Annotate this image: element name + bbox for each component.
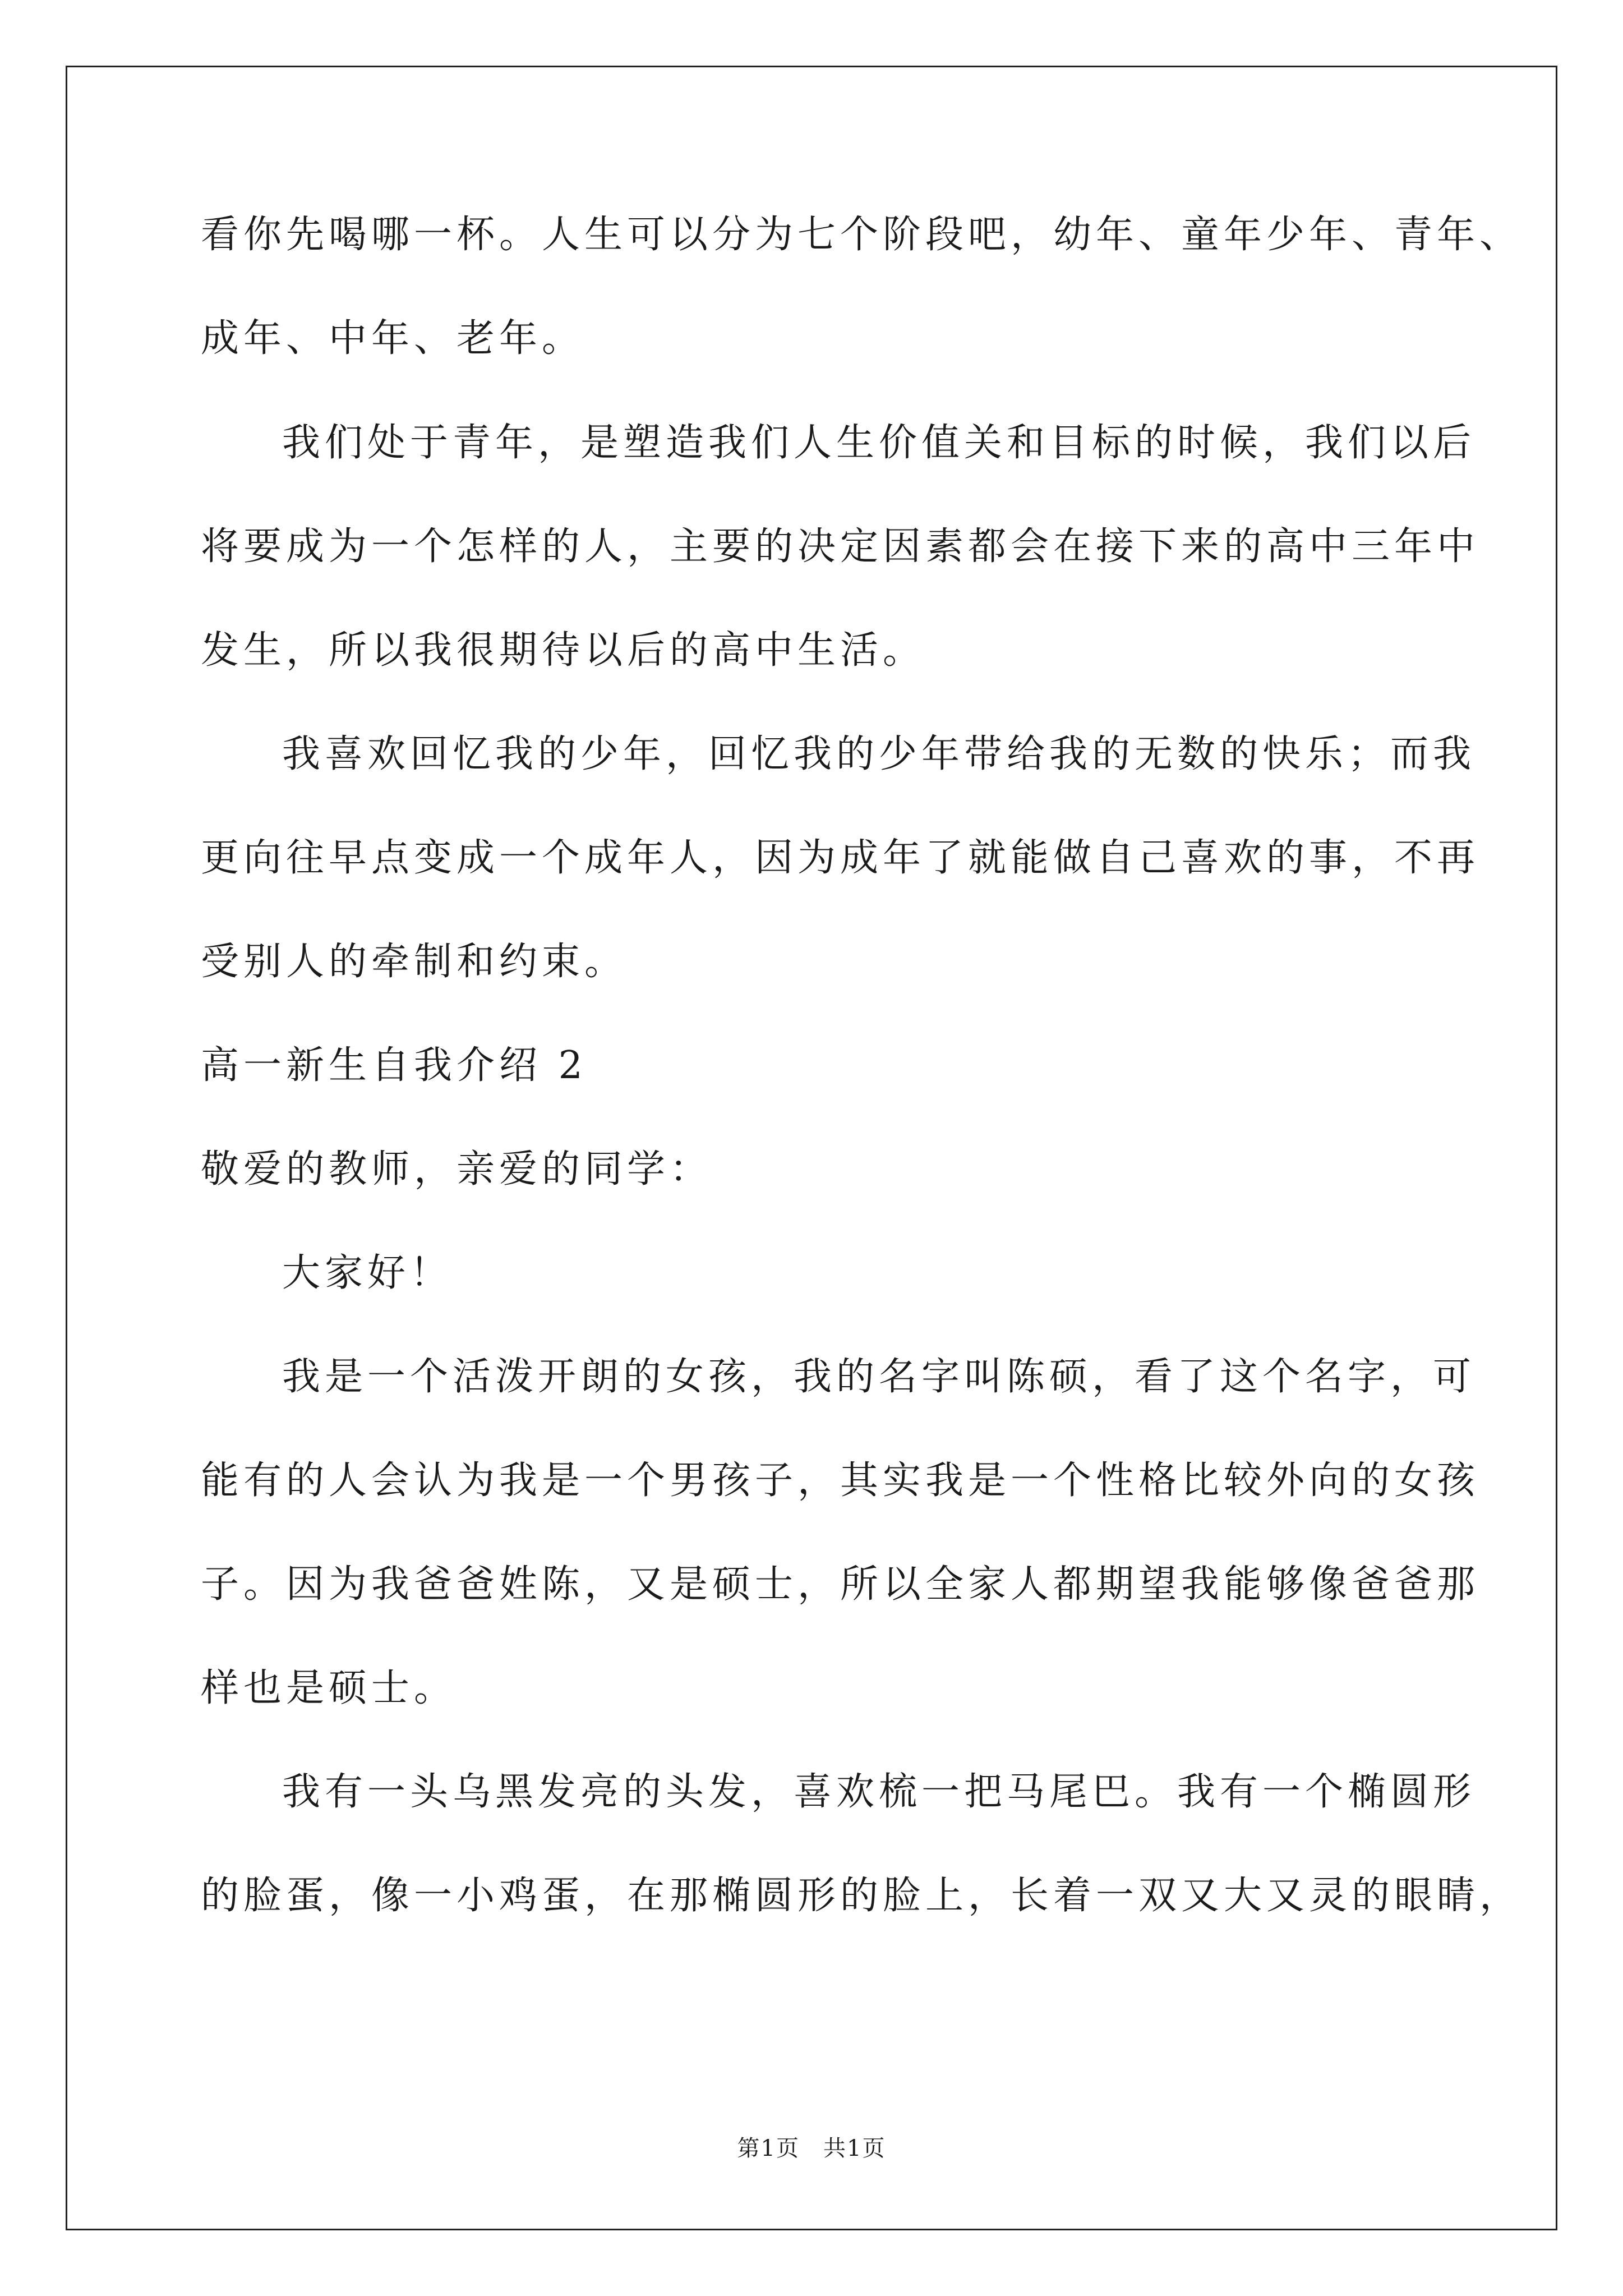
section-heading: 高一新生自我介绍 2 (201, 1043, 587, 1088)
text-line: 将要成为一个怎样的人，主要的决定因素都会在接下来的高中三年中 (201, 524, 1480, 569)
paragraph-start: 我是一个活泼开朗的女孩，我的名字叫陈硕，看了这个名字，可 (282, 1355, 1476, 1399)
text-line: 看你先喝哪一杯。人生可以分为七个阶段吧，幼年、童年少年、青年、 (201, 213, 1523, 257)
text-line: 的脸蛋，像一小鸡蛋，在那椭圆形的脸上，长着一双又大又灵的眼睛， (201, 1874, 1523, 1918)
paragraph-start: 我喜欢回忆我的少年，回忆我的少年带给我的无数的快乐；而我 (282, 732, 1476, 776)
paragraph-start: 我们处于青年，是塑造我们人生价值关和目标的时候，我们以后 (282, 421, 1476, 465)
paragraph-start: 我有一头乌黑发亮的头发，喜欢梳一把马尾巴。我有一个椭圆形 (282, 1770, 1476, 1814)
text-line: 更向往早点变成一个成年人，因为成年了就能做自己喜欢的事，不再 (201, 836, 1480, 880)
salutation: 敬爱的教师，亲爱的同学： (201, 1147, 713, 1191)
page-number: 第1页 共1页 (737, 2136, 886, 2161)
text-line: 样也是硕士。 (201, 1666, 457, 1710)
greeting: 大家好！ (282, 1251, 453, 1295)
text-line: 发生，所以我很期待以后的高中生活。 (201, 628, 926, 673)
text-line: 受别人的牵制和约束。 (201, 940, 628, 984)
text-line: 能有的人会认为我是一个男孩子，其实我是一个性格比较外向的女孩 (201, 1458, 1480, 1503)
text-line: 子。因为我爸爸姓陈，又是硕士，所以全家人都期望我能够像爸爸那 (201, 1562, 1480, 1607)
text-line: 成年、中年、老年。 (201, 316, 585, 361)
